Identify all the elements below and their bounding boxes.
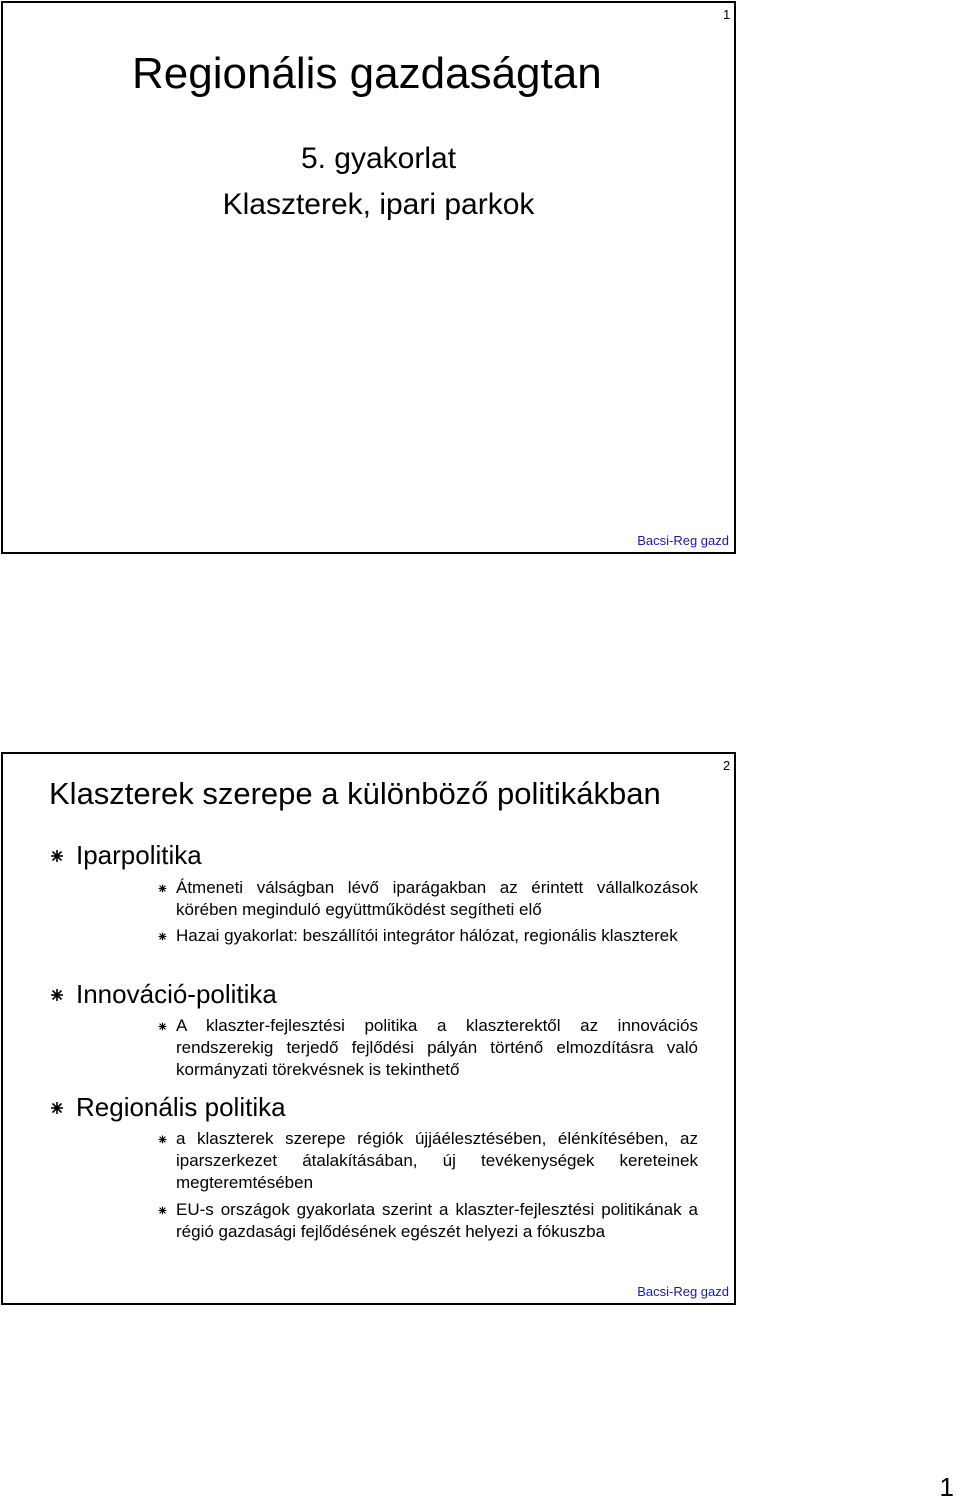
bullet-text: Átmeneti válságban lévő iparágakban az érintett vállalkozások körében meginduló együttműködést segítheti elő [176, 878, 698, 919]
snowflake-bullet-icon [158, 884, 167, 893]
slide-1-number: 1 [723, 7, 731, 22]
section-heading-innovacio-politika: Innováció-politika [76, 979, 277, 1009]
snowflake-bullet-icon [50, 1101, 64, 1115]
slide-1-footer: Bacsi-Reg gazd [637, 533, 729, 548]
slide-1-subtitle-line-1: 5. gyakorlat [300, 142, 457, 175]
slide-1 [1, 1, 736, 554]
slide-1-subtitle-line-2: Klaszterek, ipari parkok [222, 188, 535, 221]
bullet-text: EU-s országok gyakorlata szerint a klaszter-fejlesztési politikának a régió gazdasági fejlődésének egészét helyezi a fókuszba [176, 1200, 698, 1241]
slide-1-title: Regionális gazdaságtan [132, 49, 602, 98]
snowflake-bullet-icon [158, 1135, 167, 1144]
slide-2-number: 2 [723, 758, 731, 773]
section-heading-iparpolitika: Iparpolitika [76, 840, 202, 870]
snowflake-bullet-icon [158, 932, 167, 941]
snowflake-bullet-icon [50, 849, 64, 863]
snowflake-bullet-icon [158, 1206, 167, 1215]
snowflake-bullet-icon [50, 988, 64, 1002]
bullet-text: A klaszter-fejlesztési politika a klaszterektől az innovációs rendszerekig terjedő fejlődési pályán történő elmozdításra való kormányzati törekvésnek is tekinthető [176, 1016, 698, 1079]
page-number: 1 [939, 1472, 954, 1502]
slide-2-footer: Bacsi-Reg gazd [637, 1284, 729, 1299]
slide-2 [1, 752, 736, 1305]
snowflake-bullet-icon [158, 1022, 167, 1031]
bullet-text: Hazai gyakorlat: beszállítói integrátor hálózat, regionális klaszterek [176, 926, 678, 945]
section-heading-regionalis-politika: Regionális politika [76, 1092, 286, 1122]
bullet-text: a klaszterek szerepe régiók újjáélesztésében, élénkítésében, az iparszerkezet átalakításában, új tevékenységek kereteinek megteremtésében [176, 1129, 698, 1192]
slide-2-title: Klaszterek szerepe a különböző politikákban [49, 776, 661, 811]
